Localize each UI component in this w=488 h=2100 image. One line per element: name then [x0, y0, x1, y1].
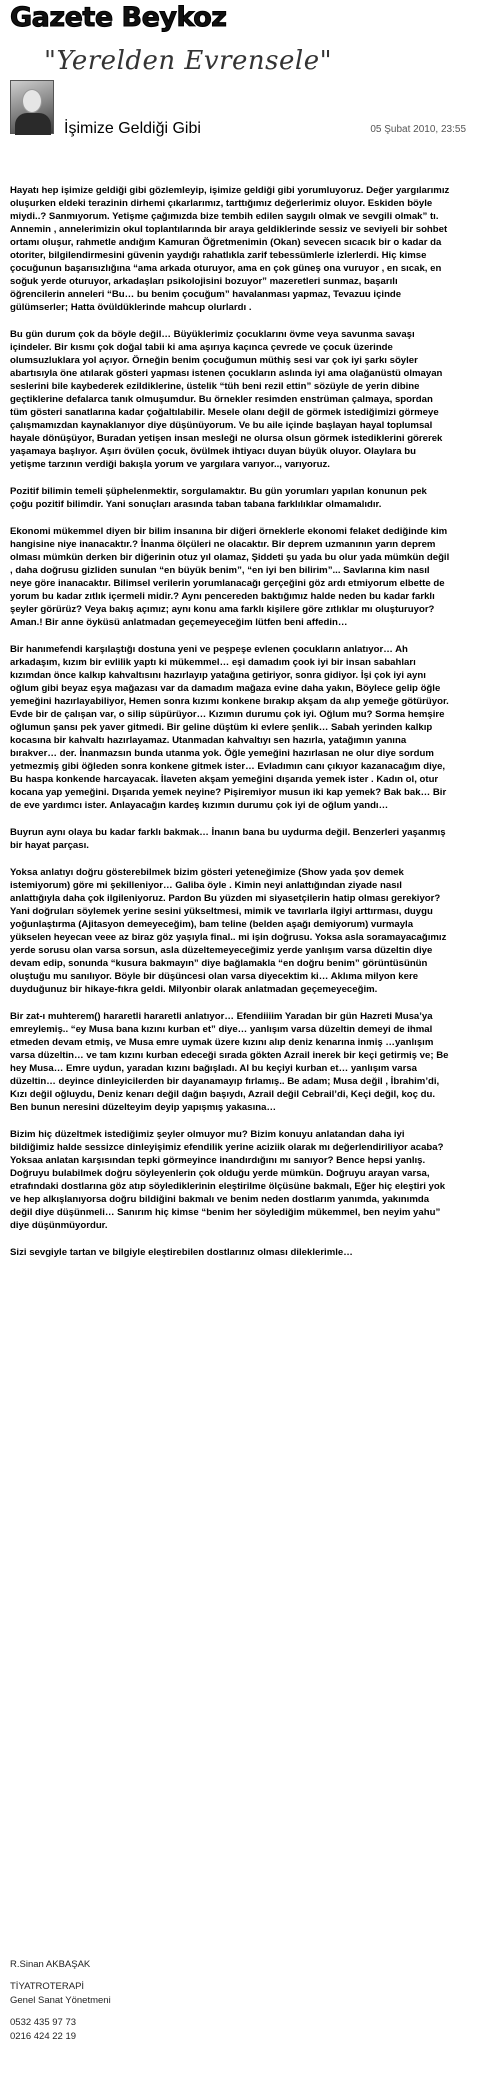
author-body-shape: [15, 113, 51, 135]
article-paragraph: Ekonomi mükemmel diyen bir bilim insanına bir diğeri örneklerle ekonomi felaket dediğinde kim hangisine niye inanacaktır.? İnanma ölçüleri ne olacaktır. Bir deprem uzmanının yarın deprem olması mümkün derken bir diğerinin otuz yıl olamaz, Şiddeti şu yada bu olur yada mümkün değil , daha doğrusu gizliden sunulan “en büyük benim”, “en iyi ben bilirim”... Savlarına kim nasıl neye göre inanacaktır. Bilimsel verilerin yorumlanacağı gerçeğini göz ardı etmiyorum elbette de yorum bu kadar zıtlık içermeli midir.? Aynı pencereden baktığımız halde neden bu kadar farklı şeyler görürüz? Veya bakış açımız; aynı konu ama farklı kişilere göre zıtlıklar mı oluşturuyor? Aman.! Bir anne öyküsü anlatmadan geçemeyeceğim lütfen beni affedin…: [10, 526, 450, 628]
article-header: [0, 0, 488, 150]
article-paragraph: Bir hanımefendi karşılaştığı dostuna yeni ve peşpeşe evlenen çocukların anlatıyor… Ah arkadaşım, kızım bir evlilik yaptı ki mükemmel… eşi damadım çook iyi bir insan sabahları kızımdan önce kalkıp kahvaltısını hazırlayıp yatağına getiriyor, sonra gidiyor. İşi çok iyi aynı oğlum gibi beyaz eşya mağazası var da damadım mağaza evine daha yakın, Böylece gelip öğle yemeğini hazırlayabiliyor, Hemen sonra kızımı konkene bırakıp akşam da alıp yemeğe götürüyor. Evde bir de çalışan var, o silip süpürüyor… Kızımın durumu çok iyi. Oğlum mu? Sorma hemşire oğlumun şansı pek yaver gitmedi. Bir geline düştüm ki evlere şenlik… Sabah yerinden kalkıp kocasına bir kahvaltı hazırlayamaz. Utanmadan kahvaltıyı sen hazırla, yatağımın yanına bırakver… der. İnanmazsın bunda utanma yok. Öğle yemeğini hazırlasan ne olur diye sordum yetmezmiş gibi öğleden sonra konkene gitmek ister… Evladımın canı çıkıyor kazanacağım diye, Bu haspa konkende harcayacak. İlaveten akşam yemeğini dışarıda yemek ister . Kadın ol, otur kocana yap yemeğini. Dışarıda yemek neyine? Pişiremiyor musun iki kap yemek? Bak bak… Bir de eve yardımcı ister. Anlayacağın kardeş kızımın durumu çok iyi de oğlum yandı…: [10, 644, 449, 811]
article-paragraph: Pozitif bilimin temeli şüphelenmektir, sorgulamaktır. Bu gün yorumları yapılan konunun pek çoğu pozitif bilimdir. Yani sonuçları arasında taban tabana farklılıklar olmamalıdır.: [10, 486, 427, 510]
article-paragraph: Yoksa anlatıyı doğru gösterebilmek bizim gösteri yeteneğimize (Show yada şov demek istemiyorum) göre mi şekilleniyor… Galiba öyle . Kimin neyi anlattığından ziyade nasıl anlattığıyla daha çok ilgileniyoruz. Pardon Bu yüzden mi siyasetçilerin hatip olması gerekiyor? Yani doğruları söylemek yerine sesini yükseltmesi, mimik ve tavırlarla ilgiyi arttırması, duygu yoğunlaştırma (Ajitasyon demeyeceğim), bam teline (belden aşağı demiyorum) vurmayla yükselen heyecan veee az biraz göz yaşıyla final.. mi işin doğrusu. Yoksa asla soramayacağımız yerde sorusu olan varsa sorsun, asla düzeltemeyeceğimiz yerde yanlışım varsa düzeltin diye devam edip, sonunda “kusura bakmayın” diye bağlamakla “en doğru benim” görüntüsünün oluştuğu mu sanılıyor. Böyle bir düşüncesi olan varsa diyecektim ki… Aklıma milyon kere duyduğunuz bir hikaye-fıkra geldi. Milyonbir olarak anlatmadan geçemeyeceğim.: [10, 867, 447, 995]
author-signature: [10, 1958, 111, 2044]
article-title: İşimize Geldiği Gibi: [64, 120, 201, 137]
site-logo[interactable]: [10, 2, 227, 33]
phone-number: 0532 435 97 73: [10, 2017, 77, 2028]
company-name: TİYATROTERAPİ: [10, 1981, 85, 1992]
article-body: [10, 184, 450, 1273]
article-paragraph: Hayatı hep işimize geldiği gibi gözlemleyip, işimize geldiği gibi yorumluyoruz. Değer yargılarımız oluşurken eldeki terazinin dirhemi çıkarlarımız, tarttığımız değerlerimiz oluyor. Eskiden böyle miydi..? Sanmıyorum. Yetişme çağımızda bize tembih edilen saygılı olmak ve sevgili olmak” tı. Annemin , annelerimizin okul toplantılarında bir araya geldiklerinde sessiz ve seviyeli bir sohbet ortamı oluşur, rahmetle andığım Kamuran Öğretmenimin (Okan) sevecen sıcacık bir o kadar da otoriter, bilgilendirmesini güvenin yaydığı rahatlıkla zarif tebessümlerle izlerlerdi. Hiç kimse çocuğunun başarısızlığına “ama arkada oturuyor, ama en çok güneş ona vuruyor , en sıcak, en soğuk yerde oturuyor, arkadaşları psikolojisini bozuyor” mazeretleri sunmaz, başarılı öğrencilerin anneleri “Bu… bu benim çocuğum” havalanması yapmaz, Tevazuu içinde gülümserler; Hatta övüldüklerinde mahcup olurlardı .: [10, 185, 450, 313]
article-paragraph: Buyrun aynı olaya bu kadar farklı bakmak… İnanın bana bu uydurma değil. Benzerleri yaşanmış bir hayat parçası.: [10, 827, 446, 851]
site-tagline: "Yerelden Evrensele": [44, 46, 333, 76]
article-paragraph: Bizim hiç düzeltmek istediğimiz şeyler olmuyor mu? Bizim konuyu anlatandan daha iyi bildiğimiz halde sessizce dinleyişimiz efendilik yerine aciziik olarak mı değerlendiriliyor acaba? Yoksaa anlatan karşısından tepki görmeyince inandırdığını mı sanıyor? Bence hepsi yanlış. Doğruyu bulabilmek doğru söyleyenlerin çok olduğu yerde mümkün. Doğruyu arayan varsa, etrafındaki dostlarına göz atıp söylediklerinin eleştirilme ölçüsüne bakmalı, Eğer hiç eleştiri yok ve hep alkışlanıyorsa doğru bildiğini bakmalı ve benim neden dostlarım yanımda, yakınımda değil diye düşünmeli… Sanırım hiç kimse “benim her söylediğim mükemmel, ben neyim yahu” diye düşünmüyordur.: [10, 1129, 446, 1231]
article-datetime: 05 Şubat 2010, 23:55: [370, 124, 466, 135]
author-name: R.Sinan AKBAŞAK: [10, 1959, 91, 1970]
site-logo-text: Gazete Beykoz: [10, 2, 227, 33]
phone-number: 0216 424 22 19: [10, 2031, 77, 2042]
author-role: Genel Sanat Yönetmeni: [10, 1995, 111, 2006]
article-paragraph: Sizi sevgiyle tartan ve bilgiyle eleştirebilen dostlarınız olması dileklerimle…: [10, 1247, 353, 1258]
article-paragraph: Bu gün durum çok da böyle değil… Büyüklerimiz çocuklarını övme veya savunma savaşı içindeler. Bir kısmı çok doğal tabii ki ama aşırıya kaçınca çevrede ve çocuk üzerinde olumsuzluklara yol açıyor. Örneğin benim çocuğumun müthiş sesi var çok iyi şarkı söyler abartısıyla öne atılarak gösteri yapması istenen çocukların aslında iyi ama olağanüstü olmayan seslerini bile kaybederek ezildiklerine, üstelik “tüh beni rezil ettin” sözüyle de yerin dibine geçtiklerine defalarca tanık olmuşumdur. Bu örnekler resimden enstrüman çalmaya, spordan tüm gösteri sanatlarına kadar çoğaltılabilir. Mesele olanı değil de görmek istediğimizi görmeye çalışmamızdan kaynaklanıyor diye düşünüyorum. Ve bu aile içinde başlayan hayal toplumsal hayale dönüşüyor, Buradan yetişen insan mesleği ne olursa olsun görmek istediklerini görerek yaşamaya başlıyor. Aşırı övülen çocuk, övülmek ihtiyacı duyan büyük oluyor. Olaylara bu yetişme tarzının verdiği bakışla yorum ve yargılara varıyor.., varıyoruz.: [10, 329, 443, 470]
author-photo: [10, 80, 54, 134]
article-paragraph: Bir zat-ı muhterem() hararetli hararetli anlatıyor… Efendiiiim Yaradan bir gün Hazreti Musa’ya emreylemiş.. “ey Musa bana kızını kurban et” diye… yanlışım varsa düzeltin demeyi de ihmal etmeden devam etmiş, ve Musa emre uymak üzere kızını alıp deniz kenarına inmiş …yanlışım varsa düzeltin… ve tam kızını kurban edeceği sırada gökten Azrail inerek bir keçi getirmiş ve; Be hey Musa… Emre uydun, yaradan kızını bağışladı. Al bu keçiyi kurban et… yanlışım varsa düzeltin… deyince dinleyicilerden bir dayanamayıp fırlamış.. Be adam; Musa değil , İbrahim’di, Kızı değil oğluydu, Deniz kenarı değil dağın başıydı, Azrail değil Cebrail’di, Keçi değil, koç du. Ben bunun neresini düzelteyim deyip yapışmış yakasına…: [10, 1011, 449, 1113]
author-face-shape: [22, 89, 42, 113]
